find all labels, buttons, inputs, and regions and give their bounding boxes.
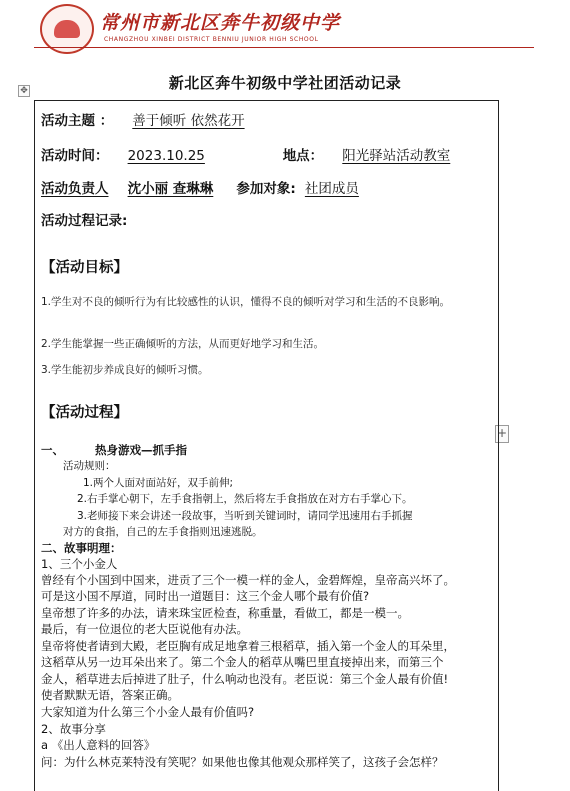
part1-title: 热身游戏—抓手指 xyxy=(95,443,187,457)
school-name-cn: 常州市新北区奔牛初级中学 xyxy=(100,12,341,34)
theme-row xyxy=(41,109,245,129)
place-label: 地点： xyxy=(282,148,324,164)
story2-title: 2、故事分享 xyxy=(41,722,106,736)
theme-label: 活动主题 ： xyxy=(41,113,114,129)
header-divider xyxy=(34,47,534,48)
part2-title: 二、故事明理： xyxy=(41,541,122,555)
leader-label: 活动负责人 xyxy=(41,181,109,197)
add-row-button[interactable]: + xyxy=(495,425,509,443)
rule-1: 1.两个人面对面站好，双手前伸; xyxy=(83,477,234,489)
story1-line-7: 金人，稻草进去后掉进了肚子，什么响动也没有。老臣说：第三个金人最有价值! xyxy=(41,672,449,686)
rule-2: 2.右手掌心朝下，左手食指朝上，然后将左手食指放在对方右手掌心下。 xyxy=(77,493,413,505)
story1-line-4: 最后，有一位退位的老大臣说他有办法。 xyxy=(41,622,248,636)
activity-record-table xyxy=(34,100,499,791)
place-value: 阳光驿站活动教室 xyxy=(342,148,451,164)
participants-value: 社团成员 xyxy=(304,181,359,197)
time-label: 活动时间： xyxy=(41,148,109,164)
story1-line-3: 皇帝想了许多的办法，请来珠宝匠检查，称重量，看做工，都是一模一。 xyxy=(41,606,409,620)
story1-title: 1、三个小金人 xyxy=(41,557,118,571)
rule-3-line-2: 对方的食指，自己的左手食指则迅速逃脱。 xyxy=(63,526,263,538)
process-heading: 【活动过程】 xyxy=(41,405,128,421)
story2-subtitle: a 《出人意料的回答》 xyxy=(41,738,156,752)
goal-item-3: 3.学生能初步养成良好的倾听习惯。 xyxy=(41,364,209,376)
rule-3-line-1: 3.老师接下来会讲述一段故事，当听到关键词时，请同学迅速用右手抓握 xyxy=(77,510,413,522)
record-label: 活动过程记录: xyxy=(41,213,128,229)
goals-heading: 【活动目标】 xyxy=(41,260,128,276)
school-name-en: CHANGZHOU XINBEI DISTRICT BENNIU JUNIOR HIGH SCHOOL xyxy=(104,36,319,43)
rules-label: 活动规则： xyxy=(63,460,116,472)
goal-item-1: 1.学生对不良的倾听行为有比较感性的认识，懂得不良的倾听对学习和生活的不良影响。 xyxy=(41,296,451,308)
story1-line-2: 可是这小国不厚道，同时出一道题目：这三个金人哪个最有价值? xyxy=(41,589,370,603)
time-place-row xyxy=(41,144,450,164)
document-title: 新北区奔牛初级中学社团活动记录 xyxy=(168,74,402,92)
leader-value: 沈小丽 查琳琳 xyxy=(127,181,214,197)
table-move-handle-icon[interactable]: ✥ xyxy=(18,85,30,97)
part1-number: 一、 xyxy=(41,443,64,457)
story1-line-1: 曾经有个小国到中国来，进贡了三个一模一样的金人，金碧辉煌，皇帝高兴坏了。 xyxy=(41,573,455,587)
time-value: 2023.10.25 xyxy=(127,148,205,164)
leader-row xyxy=(41,177,359,197)
goal-item-2: 2.学生能掌握一些正确倾听的方法，从而更好地学习和生活。 xyxy=(41,338,325,350)
story1-line-9: 大家知道为什么第三个小金人最有价值吗? xyxy=(41,705,255,719)
story1-line-5: 皇帝将使者请到大殿，老臣胸有成足地拿着三根稻草，插入第一个金人的耳朵里， xyxy=(41,639,455,653)
document-header xyxy=(0,0,570,62)
story1-line-6: 这稻草从另一边耳朵出来了。第二个金人的稻草从嘴巴里直接掉出来，而第三个 xyxy=(41,655,444,669)
participants-label: 参加对象: xyxy=(236,181,296,197)
story2-question: 问：为什么林克莱特没有笑呢？如果他也像其他观众那样笑了，这孩子会怎样？ xyxy=(41,755,444,769)
theme-value: 善于倾听 依然花开 xyxy=(132,113,245,129)
story1-line-8: 使者默默无语，答案正确。 xyxy=(41,688,179,702)
